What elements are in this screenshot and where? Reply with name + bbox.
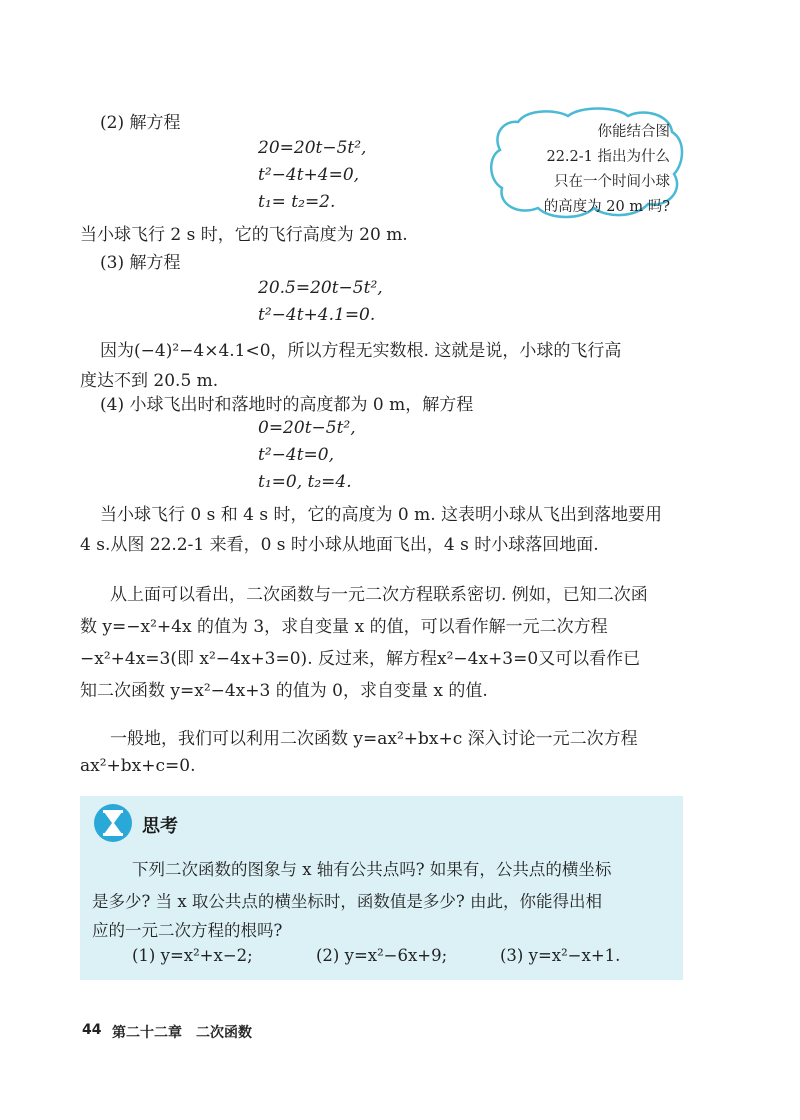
part4-eq-2: t²−4t=0, bbox=[258, 445, 335, 465]
paragraph2-line-2: ax²+bx+c=0. bbox=[80, 756, 196, 776]
part2-eq-1: 20=20t−5t², bbox=[258, 138, 367, 158]
hourglass-icon bbox=[93, 803, 133, 843]
think-item-3: (3) y=x²−x+1. bbox=[500, 946, 621, 965]
paragraph1-line-3: −x²+4x=3(即 x²−4x+3=0). 反过来，解方程x²−4x+3=0又可以看作已 bbox=[80, 649, 641, 669]
think-line-1: 下列二次函数的图象与 x 轴有公共点吗? 如果有，公共点的横坐标 bbox=[132, 860, 612, 879]
think-title: 思考 bbox=[142, 816, 178, 837]
part4-eq-1: 0=20t−5t², bbox=[258, 418, 356, 438]
part2-heading: (2) 解方程 bbox=[100, 113, 181, 133]
part4-eq-3: t₁=0, t₂=4. bbox=[258, 472, 352, 492]
think-line-2: 是多少? 当 x 取公共点的横坐标时，函数值是多少? 由此，你能得出相 bbox=[92, 892, 602, 911]
think-item-2: (2) y=x²−6x+9; bbox=[316, 946, 448, 965]
part3-eq-1: 20.5=20t−5t², bbox=[258, 278, 383, 298]
bubble-line-2: 22.2-1 指出为什么 bbox=[546, 149, 670, 165]
paragraph1-line-4: 知二次函数 y=x²−4x+3 的值为 0，求自变量 x 的值. bbox=[80, 681, 488, 701]
part4-heading: (4) 小球飞出时和落地时的高度都为 0 m，解方程 bbox=[100, 395, 474, 415]
bubble-text bbox=[494, 120, 670, 220]
paragraph1-line-2: 数 y=−x²+4x 的值为 3，求自变量 x 的值，可以看作解一元二次方程 bbox=[80, 617, 608, 637]
paragraph1-line-1: 从上面可以看出，二次函数与一元二次方程联系密切. 例如，已知二次函 bbox=[110, 585, 648, 605]
part3-eq-2: t²−4t+4.1=0. bbox=[258, 305, 376, 325]
think-line-3: 应的一元二次方程的根吗? bbox=[92, 921, 283, 940]
part2-eq-3: t₁= t₂=2. bbox=[258, 192, 336, 212]
part2-conclusion: 当小球飞行 2 s 时，它的飞行高度为 20 m. bbox=[80, 225, 408, 245]
part3-conclusion-2: 度达不到 20.5 m. bbox=[80, 371, 219, 391]
part3-heading: (3) 解方程 bbox=[100, 253, 181, 273]
part4-conclusion-2: 4 s.从图 22.2-1 来看，0 s 时小球从地面飞出，4 s 时小球落回地面. bbox=[80, 535, 599, 555]
think-item-1: (1) y=x²+x−2; bbox=[132, 946, 253, 965]
bubble-line-4: 的高度为 20 m 吗? bbox=[543, 199, 670, 215]
part4-conclusion-1: 当小球飞行 0 s 和 4 s 时，它的高度为 0 m. 这表明小球从飞出到落地要用 bbox=[100, 505, 663, 525]
bubble-line-1: 你能结合图 bbox=[597, 124, 670, 140]
bubble-line-3: 只在一个时间小球 bbox=[554, 174, 670, 190]
chapter-title: 第二十二章 二次函数 bbox=[112, 1025, 252, 1041]
part3-conclusion-1: 因为(−4)²−4×4.1<0，所以方程无实数根. 这就是说，小球的飞行高 bbox=[100, 341, 622, 361]
part2-eq-2: t²−4t+4=0, bbox=[258, 165, 360, 185]
paragraph2-line-1: 一般地，我们可以利用二次函数 y=ax²+bx+c 深入讨论一元二次方程 bbox=[110, 729, 638, 749]
page-number: 44 bbox=[82, 1022, 102, 1038]
